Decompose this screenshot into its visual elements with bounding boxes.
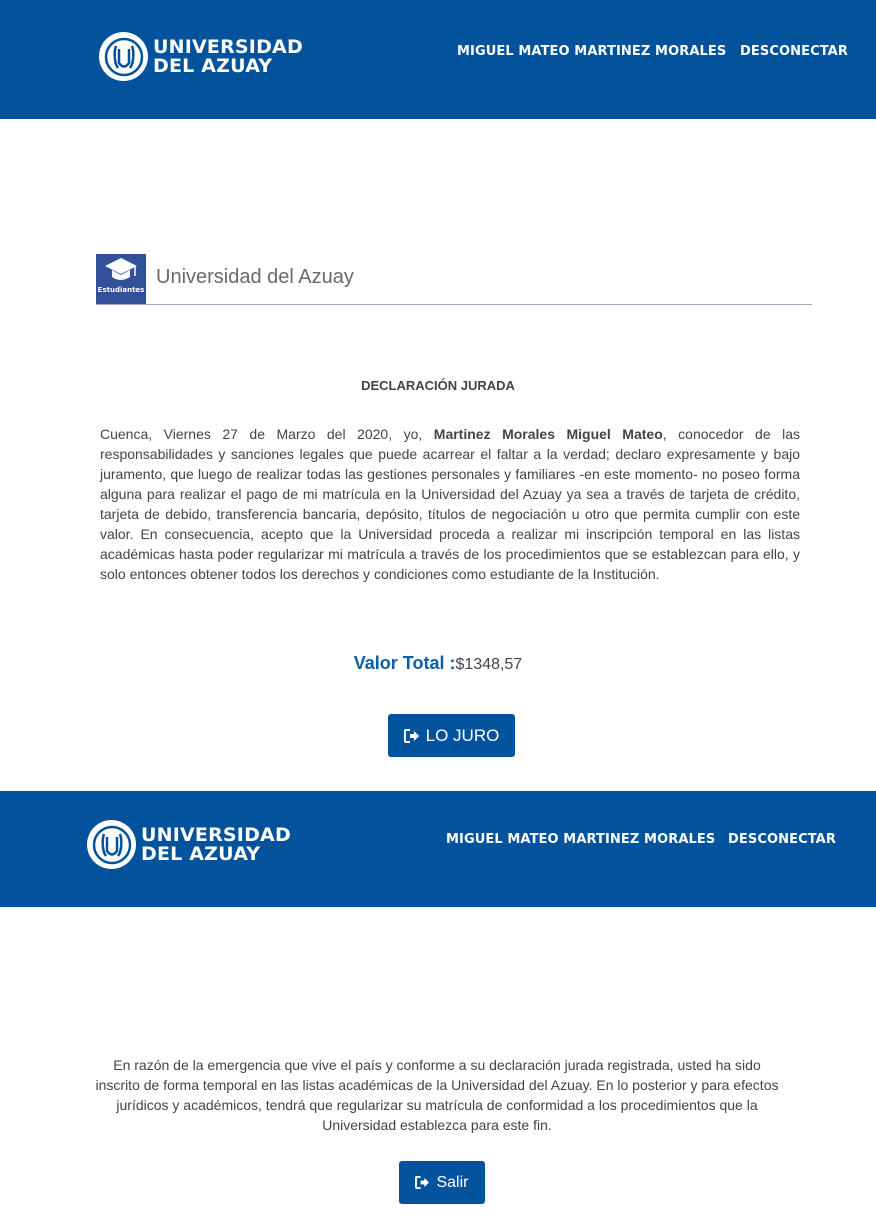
declaration-title: DECLARACIÓN JURADA [361, 378, 515, 393]
university-wordmark [141, 823, 291, 865]
graduation-cap-icon [104, 254, 138, 284]
university-wordmark [153, 35, 303, 77]
declaration-text [100, 424, 800, 584]
nav-user-name[interactable]: MIGUEL MATEO MARTINEZ MORALES [457, 44, 727, 59]
wordmark-line2: DEL AZUAY [141, 842, 261, 865]
total-value: $1348,57 [455, 656, 523, 673]
students-badge [96, 254, 146, 304]
section-title: Universidad del Azuay [156, 266, 354, 288]
exit-button-label: Salir [436, 1173, 469, 1191]
wordmark-line2: DEL AZUAY [153, 54, 273, 77]
wordmark-line1: UNIVERSIDAD [141, 823, 291, 846]
total-label: Valor Total : [353, 653, 456, 673]
university-emblem-icon [99, 32, 148, 81]
declaration-student-name: Martinez Morales Miguel Mateo [433, 426, 663, 442]
university-emblem-icon [87, 820, 136, 869]
declaration-text-body: , conocedor de las responsabilidades y sanciones legales que puede acarrear el faltar a la verdad; declaro expresamente y bajo juramento, que luego de realizar todas las gestiones personales y familiares -en este momento- no poseo forma alguna para realizar el pago de mi matrícula en la Universidad del Azuay ya sea a través de tarjeta de crédito, tarjeta de debido, transferencia bancaria, depósito, títulos de negociación u otro que permita cumplir con este valor. En consecuencia, acepto que la Universidad proceda a realizar mi inscripción temporal en las listas académicas hasta poder regularizar mi matrícula a través de los procedimientos que se establezcan para ello, y solo entonces obtener todos los derechos y condiciones como estudiante de la Institución. [100, 426, 800, 582]
swear-button-label: LO JURO [425, 725, 500, 745]
wordmark-line1: UNIVERSIDAD [153, 35, 303, 58]
logout-link[interactable]: DESCONECTAR [740, 44, 848, 59]
total-amount [0, 653, 876, 674]
students-badge-label: Estudiantes [97, 286, 145, 294]
section-header [96, 254, 812, 305]
exit-button[interactable] [399, 1161, 485, 1204]
top-navbar [0, 0, 876, 119]
swear-button[interactable] [388, 714, 515, 757]
logout-link-secondary[interactable]: DESCONECTAR [728, 832, 836, 847]
declaration-text-intro: Cuenca, Viernes 27 de Marzo del 2020, yo, [100, 426, 434, 442]
confirmation-text: En razón de la emergencia que vive el país y conforme a su declaración jurada registrada, usted ha sido inscrito de forma temporal en las listas académicas de la Universidad del Azuay. En lo posterior y para efectos jurídicos y académicos, tendrá que regularizar su matrícula de conformidad a los procedimientos que la Universidad establezca para este fin. [95, 1057, 779, 1133]
university-logo[interactable] [99, 32, 303, 81]
sign-out-icon [415, 1176, 430, 1189]
bottom-navbar [0, 791, 876, 907]
sign-out-icon [404, 729, 420, 743]
nav-user-name-secondary[interactable]: MIGUEL MATEO MARTINEZ MORALES [446, 832, 716, 847]
university-logo-secondary[interactable] [87, 820, 291, 869]
